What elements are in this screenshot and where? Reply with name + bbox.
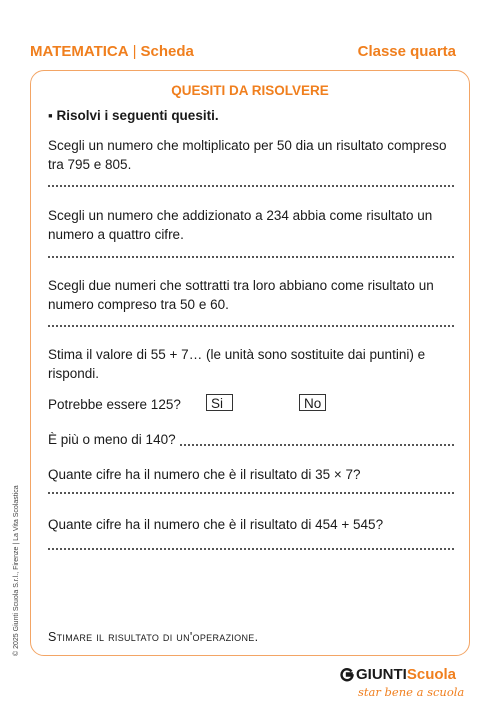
header-subject [30, 43, 194, 60]
worksheet-title: QUESITI DA RISOLVERE [171, 83, 329, 98]
no-box[interactable]: No [299, 394, 326, 411]
instruction: ▪ Risolvi i seguenti quesiti. [48, 108, 219, 123]
class-label: Classe quarta [357, 43, 456, 60]
giunti-scuola-logo [340, 666, 465, 706]
answer-line-digits-2[interactable] [48, 548, 454, 550]
answer-line-1[interactable] [48, 185, 454, 187]
question-3: Scegli due numeri che sottratti tra loro abbiano come risultato un numero compreso tra 50 e 60. [48, 278, 434, 312]
subject-label: MATEMATICA [30, 43, 129, 60]
logo-name-part2: Scuola [406, 666, 457, 683]
answer-line-digits-1[interactable] [48, 492, 454, 494]
copyright-notice: © 2025 Giunti Scuola S.r.l., Firenze | La Vita Scolastica [13, 485, 20, 656]
header-separator: | [132, 43, 137, 60]
question-digits-1: Quante cifre ha il numero che è il risultato di 35 × 7? [48, 467, 361, 482]
logo-name-part1: GIUNTI [356, 666, 407, 683]
answer-line-2[interactable] [48, 256, 454, 258]
estimate-question-125: Potrebbe essere 125? [48, 397, 181, 412]
answer-line-3[interactable] [48, 325, 454, 327]
answer-line-140[interactable] [180, 444, 454, 446]
footer-topic: Stimare il risultato di un'operazione. [48, 630, 259, 644]
sheet-label: Scheda [140, 43, 194, 60]
yes-box[interactable]: Si [206, 394, 233, 411]
question-digits-2: Quante cifre ha il numero che è il risultato di 454 + 545? [48, 517, 384, 532]
question-2: Scegli un numero che addizionato a 234 abbia come risultato un numero a quattro cifre. [48, 208, 433, 242]
estimate-question-140: È più o meno di 140? [48, 432, 176, 447]
giunti-logo-icon [340, 668, 354, 682]
logo-tagline: star bene a scuola [358, 685, 465, 699]
logo-name [356, 666, 456, 683]
question-4: Stima il valore di 55 + 7… (le unità sono sostituite dai puntini) e rispondi. [48, 347, 426, 381]
question-1: Scegli un numero che moltiplicato per 50 dia un risultato compreso tra 795 e 805. [48, 138, 447, 172]
